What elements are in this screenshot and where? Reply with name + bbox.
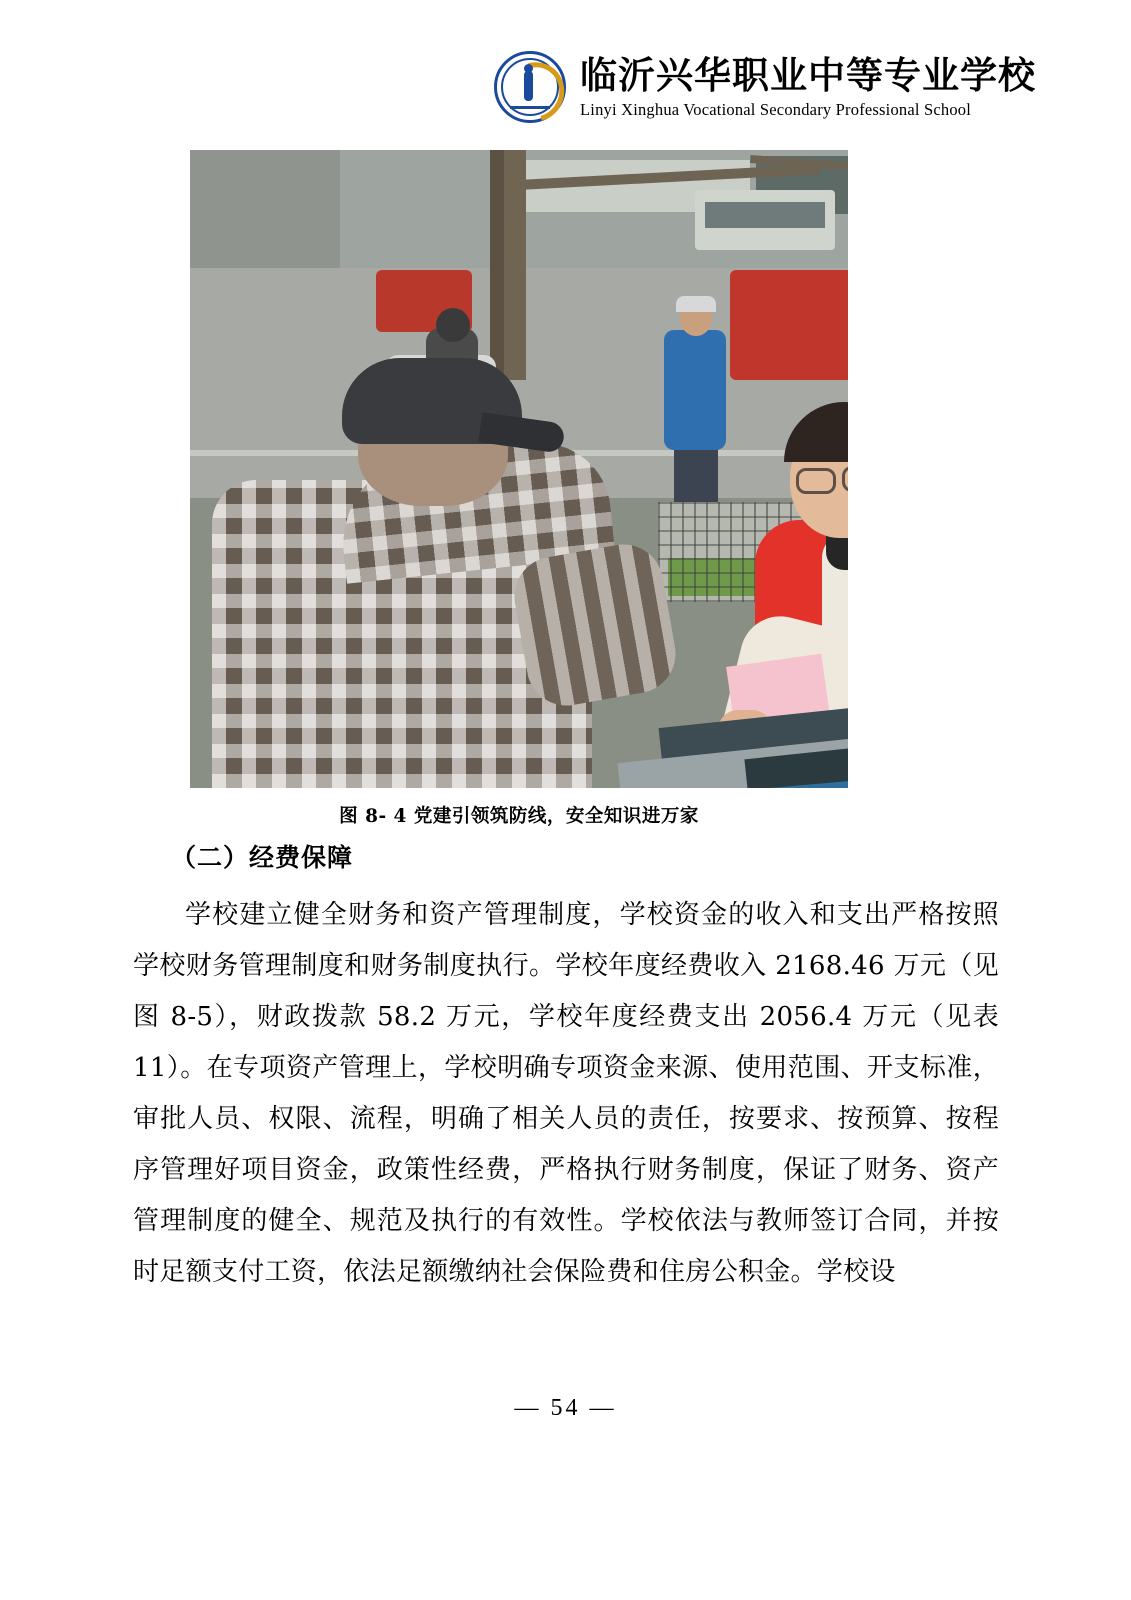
school-name-block [580, 52, 1036, 120]
page-number: — 54 — [514, 1395, 617, 1421]
figure-photo [190, 150, 848, 788]
section-subheading: （二）经费保障 [171, 843, 354, 872]
page-header [0, 42, 1131, 132]
school-name-en: Linyi Xinghua Vocational Secondary Professional School [580, 100, 972, 120]
figure-block [190, 150, 848, 828]
body-paragraph: 学校建立健全财务和资产管理制度，学校资金的收入和支出严格按照学校财务管理制度和财务制度执行。学校年度经费收入 2168.46 万元（见图 8-5），财政拨款 58.2 万元，学校年度经费支出 2056.4 万元（见表 11）。在专项资产管理上，学校明确专项资金来源、使用范围、开支标准，审批人员、权限、流程，明确了相关人员的责任，按要求、按预算、按程序管理好项目资金，政策性经费，严格执行财务制度，保证了财务、资产管理制度的健全、规范及执行的有效性。学校依法与教师签订合同，并按时足额支付工资，依法足额缴纳社会保险费和住房公积金。学校设 [133, 900, 999, 1287]
figure-caption: 图 8- 4 党建引领筑防线，安全知识进万家 [339, 806, 699, 827]
school-emblem-icon [494, 51, 566, 123]
school-name-cn: 临沂兴华职业中等专业学校 [580, 52, 1036, 97]
body-content [133, 838, 999, 1298]
